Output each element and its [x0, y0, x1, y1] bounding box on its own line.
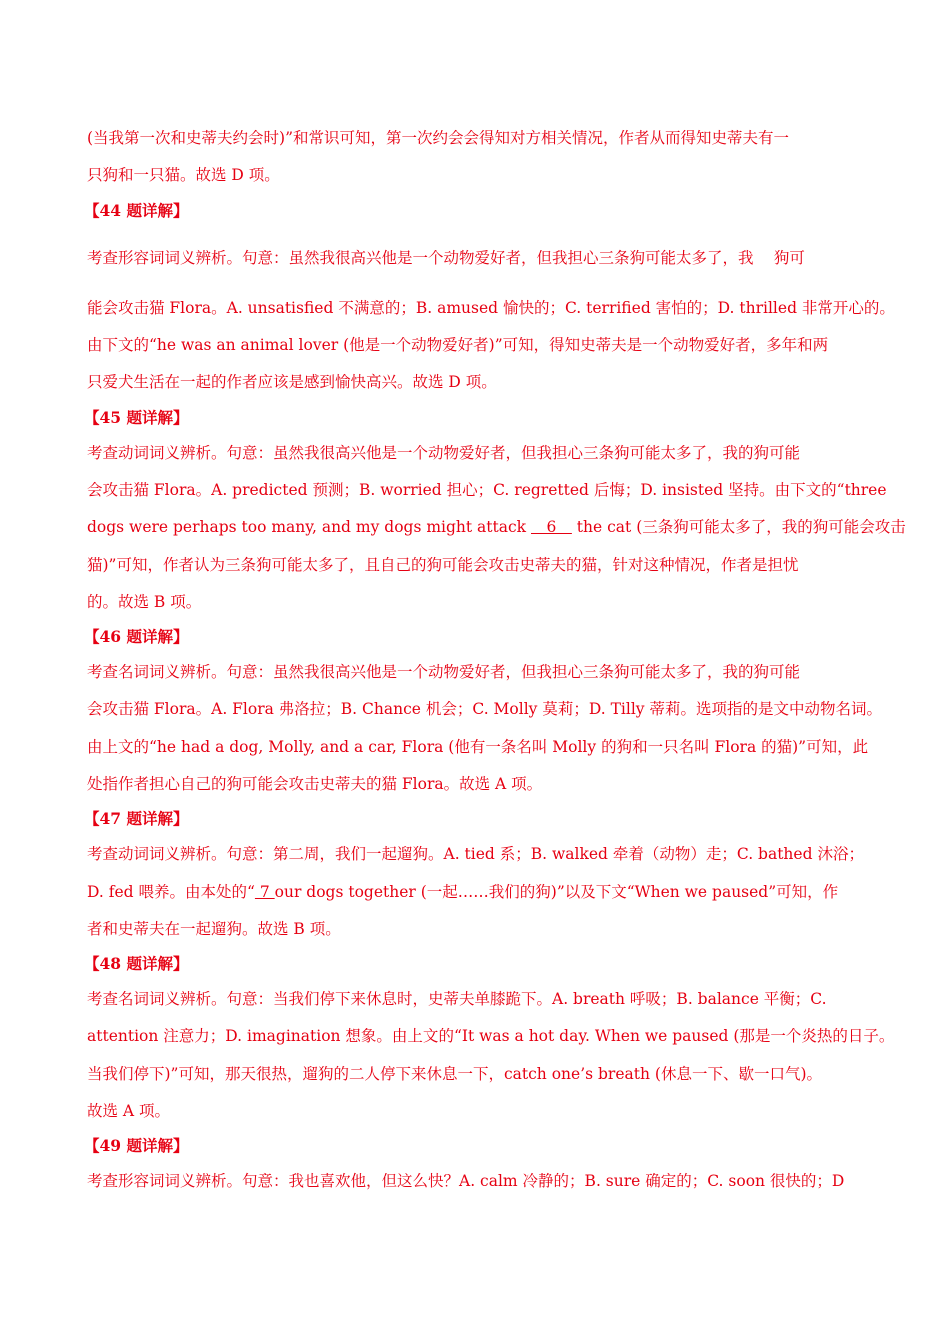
text-line: 处指作者担心自己的狗可能会攻击史蒂夫的猫 Flora。故选 A 项。	[87, 775, 543, 793]
blank-6: 6	[531, 518, 572, 536]
text-line: 会攻击猫 Flora。A. Flora 弗洛拉；B. Chance 机会；C. Molly 莫莉；D. Tilly 蒂莉。选项指的是文中动物名词。	[87, 700, 882, 718]
text-line: 考查名词词义辨析。句意：当我们停下来休息时，史蒂夫单膝跪下。A. breath 呼吸；B. balance 平衡；C.	[87, 990, 827, 1008]
text-line: 考查形容词词义辨析。句意：我也喜欢他，但这么快？A. calm 冷静的；B. sure 确定的；C. soon 很快的；D	[87, 1172, 845, 1190]
section-heading-46: 【46 题详解】	[84, 627, 189, 646]
text-line: 考查动词词义辨析。句意：第二周，我们一起遛狗。A. tied 系；B. walked 牵着（动物）走；C. bathed 沐浴；	[87, 845, 864, 863]
text-line: 的。故选 B 项。	[87, 593, 202, 611]
section-heading-45: 【45 题详解】	[84, 408, 189, 427]
text-line: 者和史蒂夫在一起遛狗。故选 B 项。	[87, 920, 341, 938]
text-line: (当我第一次和史蒂夫约会时)”和常识可知，第一次约会会得知对方相关情况，作者从而得知史蒂夫有一	[87, 129, 790, 147]
section-heading-48: 【48 题详解】	[84, 954, 189, 973]
text-fragment: D. fed 喂养。由本处的“	[87, 883, 255, 901]
section-heading-44: 【44 题详解】	[84, 201, 189, 220]
text-line: 当我们停下)”可知，那天很热，遛狗的二人停下来休息一下，catch one’s breath (休息一下、歇一口气)。	[87, 1065, 822, 1083]
text-line: 猫)”可知，作者认为三条狗可能太多了，且自己的狗可能会攻击史蒂夫的猫，针对这种情况，作者是担忧	[87, 556, 799, 574]
text-line: 由下文的“he was an animal lover (他是一个动物爱好者)”可知，得知史蒂夫是一个动物爱好者，多年和两	[87, 336, 829, 354]
text-line: 能会攻击猫 Flora。A. unsatisfied 不满意的；B. amused 愉快的；C. terrified 害怕的；D. thrilled 非常开心的。	[87, 299, 895, 317]
text-fragment: dogs were perhaps too many, and my dogs might attack	[87, 518, 531, 536]
text-fragment: the cat (三条狗可能太多了，我的狗可能会攻击	[571, 518, 906, 536]
text-line	[87, 517, 906, 537]
text-line: 考查动词词义辨析。句意：虽然我很高兴他是一个动物爱好者，但我担心三条狗可能太多了，我的狗可能	[87, 444, 801, 462]
text-line: 会攻击猫 Flora。A. predicted 预测；B. worried 担心；C. regretted 后悔；D. insisted 坚持。由下文的“three	[87, 481, 887, 499]
text-line: attention 注意力；D. imagination 想象。由上文的“It was a hot day. When we paused (那是一个炎热的日子。	[87, 1027, 895, 1045]
text-line: 考查形容词词义辨析。句意：虽然我很高兴他是一个动物爱好者，但我担心三条狗可能太多了，我 狗可	[87, 249, 805, 267]
section-heading-49: 【49 题详解】	[84, 1136, 189, 1155]
text-line: 考查名词词义辨析。句意：虽然我很高兴他是一个动物爱好者，但我担心三条狗可能太多了，我的狗可能	[87, 663, 801, 681]
blank-7: 7	[254, 883, 275, 901]
text-line: 由上文的“he had a dog, Molly, and a car, Flora (他有一条名叫 Molly 的狗和一只名叫 Flora 的猫)”可知，此	[87, 738, 869, 756]
text-line: 故选 A 项。	[87, 1102, 171, 1120]
text-fragment: our dogs together (一起……我们的狗)”以及下文“When we paused”可知，作	[274, 883, 839, 901]
text-line: 只狗和一只猫。故选 D 项。	[87, 166, 280, 184]
section-heading-47: 【47 题详解】	[84, 809, 189, 828]
text-line: 只爱犬生活在一起的作者应该是感到愉快高兴。故选 D 项。	[87, 373, 497, 391]
text-line	[87, 882, 877, 902]
